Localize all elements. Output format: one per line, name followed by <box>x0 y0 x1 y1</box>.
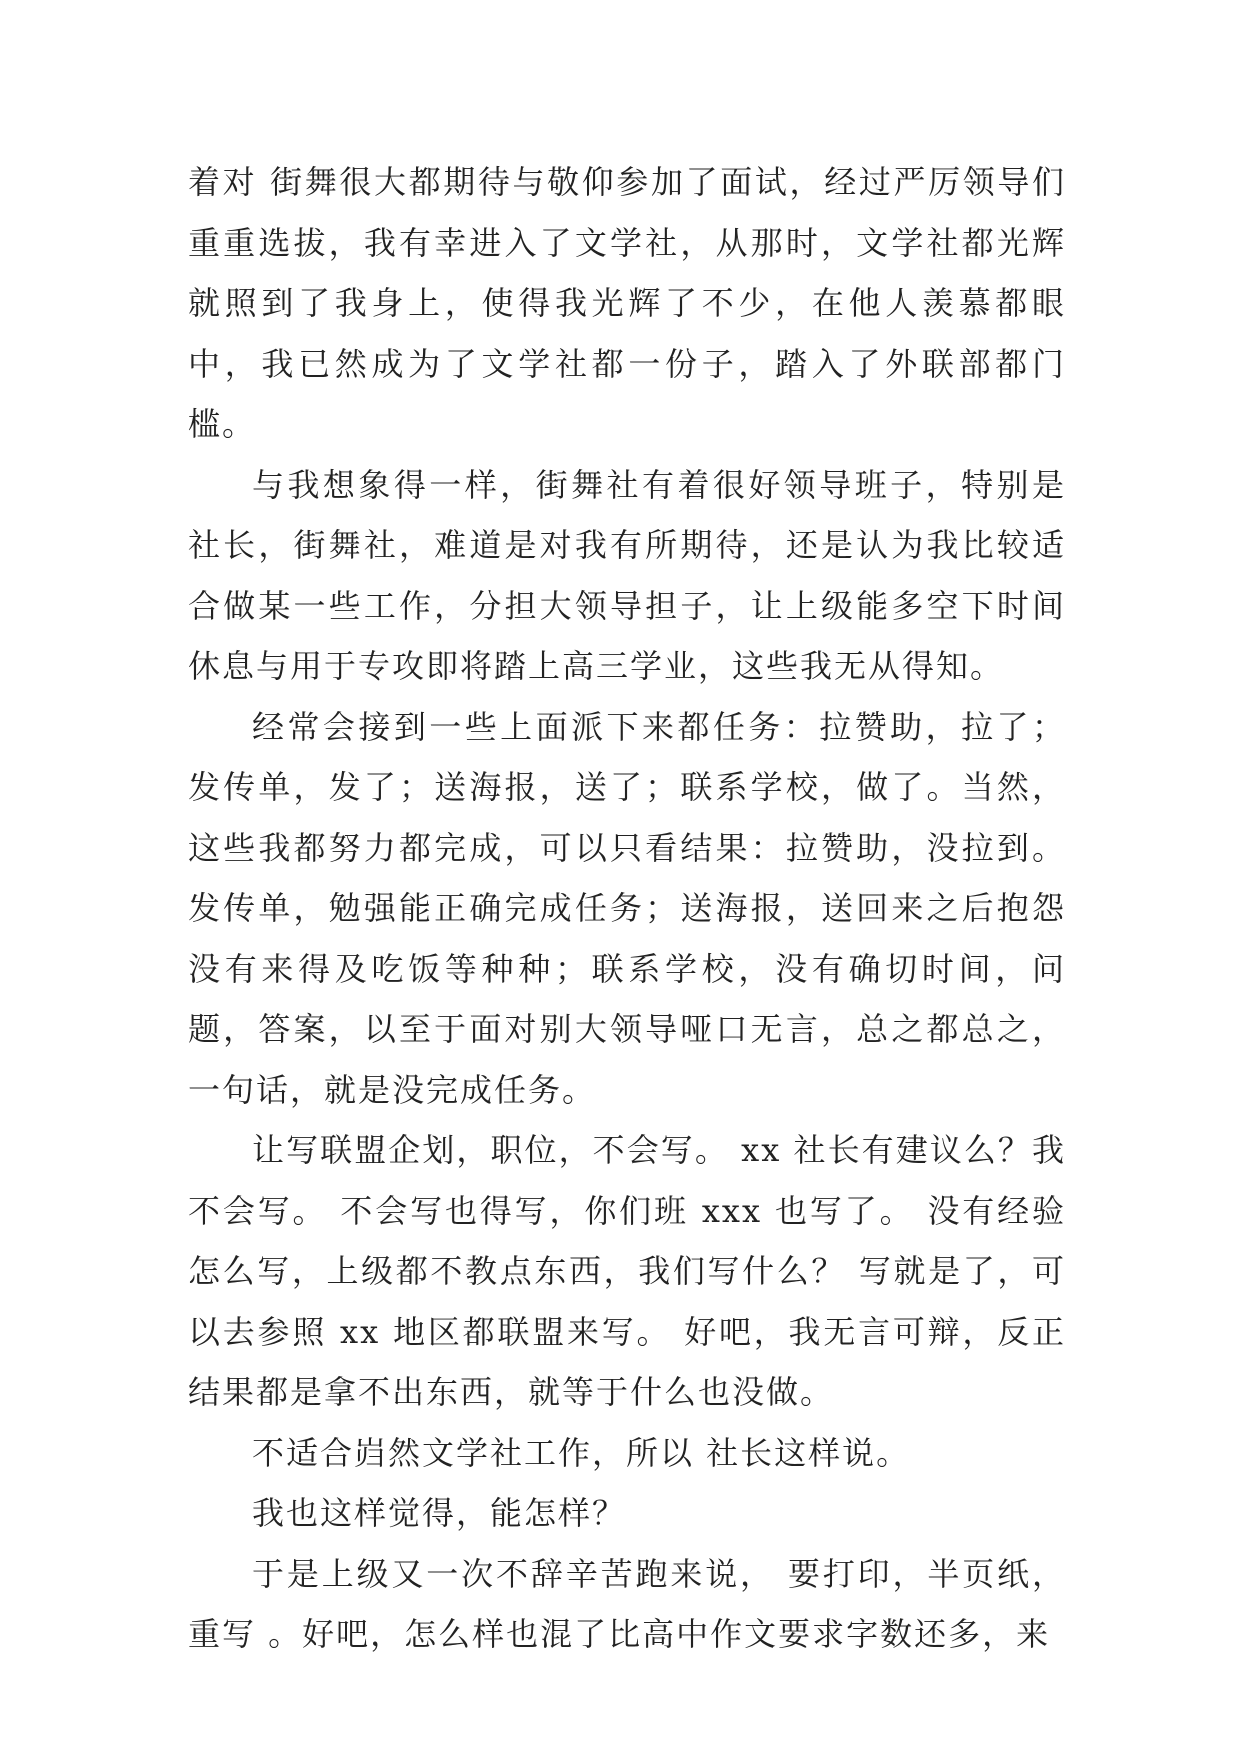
document-body <box>188 152 1066 1665</box>
paragraph-7: 于是上级又一次不辞辛苦跑来说， 要打印，半页纸，重写 。好吧，怎么样也混了比高中作文要求字数还多，来 <box>188 1554 1066 1653</box>
paragraph-5: 不适合岿然文学社工作，所以 社长这样说。 <box>252 1433 911 1472</box>
paragraph-1: 着对 街舞很大都期待与敬仰参加了面试，经过严厉领导们重重选拔，我有幸进入了文学社，从那时，文学社都光辉就照到了我身上，使得我光辉了不少，在他人羡慕都眼中，我已然成为了文学社都一份子，踏入了外联部都门槛。 <box>188 163 1066 443</box>
paragraph-2: 与我想象得一样，街舞社有着很好领导班子，特别是社长，街舞社，难道是对我有所期待，还是认为我比较适合做某一些工作，分担大领导担子，让上级能多空下时间休息与用于专攻即将踏上高三学业，这些我无从得知。 <box>188 465 1066 685</box>
paragraph-4: 让写联盟企划，职位，不会写。 xx 社长有建议么？我不会写。 不会写也得写，你们班 xxx 也写了。 没有经验怎么写，上级都不教点东西，我们写什么？ 写就是了，可以去参照 xx 地区都联盟来写。 好吧，我无言可辩，反正结果都是拿不出东西，就等于什么也没做。 <box>188 1131 1066 1411</box>
paragraph-3: 经常会接到一些上面派下来都任务：拉赞助，拉了；发传单，发了；送海报，送了；联系学校，做了。当然，这些我都努力都完成，可以只看结果：拉赞助，没拉到。发传单，勉强能正确完成任务；送海报，送回来之后抱怨没有来得及吃饭等种种；联系学校，没有确切时间，问题，答案，以至于面对别大领导哑口无言，总之都总之，一句话，就是没完成任务。 <box>188 707 1066 1109</box>
paragraph-6: 我也这样觉得，能怎样？ <box>252 1494 627 1532</box>
